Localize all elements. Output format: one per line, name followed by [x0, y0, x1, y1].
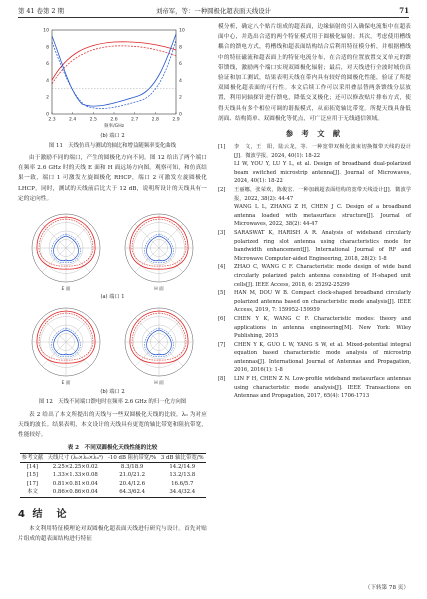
table-header-ref: 参考文献 [20, 453, 45, 463]
table-cell: [17] [26, 480, 38, 487]
table-cell: 0.81×0.81×0.04 [52, 480, 98, 487]
reference-item [218, 160, 411, 186]
reference-text: LIN F H, CHEN Z N. Low-profile wideband metasurface antennas using characteristic mode analysis[J]. IEEE Transactions on Antennas and Propagation, 2017, 65(4): 1706-1713 [234, 376, 411, 400]
reference-number: [6] [218, 315, 226, 322]
table-header-axial: 3 dB 轴比带宽/% [159, 453, 206, 463]
table-2-title: 表 2 不同双圆极化天线性能的比较 [67, 444, 158, 451]
reference-item [218, 143, 411, 160]
comparison-table [20, 453, 206, 498]
figure-12-caption: 图 12 天线不同端口馈电时在频率 2.6 GHz 的归一化方向图 [38, 399, 187, 406]
y-left-tick-5: 10 [43, 28, 49, 34]
x-ticks [52, 112, 176, 114]
reference-number: [4] [218, 264, 226, 271]
section-4-title: 4 结 论 [18, 508, 69, 520]
table-cell: 2.25×2.25×0.02 [52, 463, 98, 470]
table-header-impedance: -10 dB 阻抗带宽/% [106, 453, 159, 463]
y-left-tick-labels [43, 28, 49, 118]
header-rule [18, 17, 409, 18]
polar-port2-h-plane [125, 308, 193, 376]
reference-text: LI W, YOU Y, LU Y L, et al. Design of broadband dual-polarized beam switched microstrip antenna[J]. Journal of Microwaves, 2024, 40(1): 18-22 [234, 161, 411, 185]
y-right-tick-1: 2 [179, 95, 182, 101]
x-tick-4: 2.7 [131, 117, 139, 123]
figure-11-chart [18, 22, 207, 140]
paragraph-far-field: 由于激励不同的端口，产生的圆极化方向不同。图 12 给出了两个端口在频率 2.6 GHz 时的天线 E 面和 H 面远场方向图。观察可知，和仿真结果一致，端口 1 可激发左旋圆极化 RHCP，端口 2 可激发左旋圆极化 LHCP。同时，测试的天线前后比大于 12 dB，说明所设计的天线具有一定的定向性。 [18, 155, 207, 202]
x-tick-0: 2.3 [48, 117, 56, 123]
table-row [20, 488, 206, 497]
reference-text: 李 文，王 阳，陆云龙，等．一种宽带双极化波束切换微带天线的设计[J]．微波学报，2024, 40(1): 18-22 [234, 144, 411, 159]
gain-sim-curve [52, 42, 176, 80]
y-left-tick-2: 4 [46, 78, 49, 84]
table-cell: 13.2/13.8 [169, 472, 196, 479]
running-title: 刘帝军，等：一种圆极化超表面天线设计 [155, 7, 272, 15]
reference-number: [1] [218, 144, 226, 151]
table-cell: 34.4/32.4 [159, 488, 206, 497]
x-tick-6: 2.9 [172, 117, 180, 123]
polar-port1-e-plane [32, 214, 100, 282]
y-right-tick-2: 4 [179, 78, 182, 84]
table-row [20, 472, 206, 480]
journal-issue: 第 41 卷第 2 期 [18, 7, 64, 15]
reference-number: [7] [218, 341, 226, 348]
references-title: 参 考 文 献 [285, 129, 344, 139]
h-plane-label-1: H 面 [154, 287, 164, 293]
x-tick-labels [48, 117, 179, 130]
y-right-tick-5: 10 [179, 28, 185, 34]
figure-12-polar-plots [18, 204, 207, 396]
h-plane-label-2: H 面 [154, 381, 164, 387]
table-cell: 8.3/18.9 [120, 463, 144, 470]
y-left-tick-4: 8 [46, 45, 49, 51]
reference-item [218, 375, 411, 401]
x-tick-1: 2.4 [69, 117, 77, 123]
figure-11-sublabel: (b) 端口 2 [100, 133, 125, 139]
table-cell: 20.4/12.6 [119, 480, 146, 487]
left-column [18, 22, 207, 544]
plot-frame [52, 30, 176, 114]
paragraph-conclusion-start: 本文利用特征模理论对双圆极化超表面天线进行研究与设计。首先对贴片组成的超表面结构进行特征 [18, 525, 207, 542]
x-axis-label: 频率/GHz [103, 124, 125, 129]
reference-item [218, 289, 411, 315]
y-right-tick-0: 0 [179, 112, 182, 118]
x-tick-5: 2.8 [151, 117, 159, 123]
y-right-tick-4: 8 [179, 45, 182, 51]
right-column [218, 22, 411, 401]
y-right-tick-3: 6 [179, 62, 182, 68]
table-row [20, 480, 206, 488]
reference-item [218, 341, 411, 375]
reference-number: [3] [218, 229, 226, 236]
polar-port1-h-plane [125, 214, 193, 282]
polar-pattern-svg [18, 204, 207, 396]
y-left-tick-0: 0 [46, 112, 49, 118]
figure-12-sublabel-b: (b) 端口 2 [100, 389, 125, 396]
table-cell: 16.6/5.7 [171, 480, 194, 487]
e-plane-label-2: E 面 [61, 381, 71, 387]
table-cell: [14] [26, 463, 38, 470]
polar-port2-e-plane [32, 308, 100, 376]
reference-text: ZHAO C, WANG C F. Characteristic mode design of wide band circularly polarized patch antenna consisting of H-shaped unit cells[J]. IEEE Access, 2018, 6: 25292-25299 [234, 264, 411, 288]
table-cell: 14.2/14.9 [169, 463, 196, 470]
reference-number [218, 160, 234, 186]
table-row [20, 463, 206, 472]
table-cell: 本文 [20, 488, 45, 497]
axial-ratio-gain-plot [18, 22, 207, 140]
reference-text: CHEN Y K, WANG C F. Characteristic modes: theory and applications in antenna engineering[M]. New York: Wiley Publishing, 2015 [234, 315, 411, 340]
y-left-tick-3: 6 [46, 62, 49, 68]
table-header-size: 天线尺寸 (λ₀×λ₀×λ₀³) [45, 453, 106, 463]
reference-item [218, 229, 411, 263]
polar-sublabels [100, 292, 124, 395]
reference-text: CHEN Y K, GUO L W, YANG S W, et al. Mixed-potential integral equation based characteristic mode analysis of microstrip antennas[J]. International Journal of Antennas and Propagation, 2016, 2016(1): 1-8 [234, 341, 411, 374]
table-cell: [15] [26, 472, 38, 479]
table-cell: 64.3/62.4 [106, 488, 159, 497]
x-tick-3: 2.6 [110, 117, 118, 123]
reference-text: 王丽娜，张荣欢，陈俊宏．一种加载超表面结构的宽带天线设计[J]．微波学报，2022, 38(2): 44-47 [234, 187, 411, 202]
table-cell: 0.86×0.86×0.04 [45, 488, 106, 497]
reference-item [218, 203, 411, 229]
reference-item [218, 186, 411, 203]
figure-11-caption: 图 11 天线仿真与测试的轴比和增益随频率变化曲线 [48, 143, 177, 149]
reference-text: HAN M, DOU W B. Compact clock-shaped broadband circularly polarized antenna based on characteristic mode analysis[J]. IEEE Access, 2019, 7: 159952-159959 [234, 290, 411, 314]
figure-12-sublabel-a: (a) 端口 1 [100, 294, 125, 301]
continued-note: （下转第 78 页） [364, 585, 409, 591]
reference-item [218, 263, 411, 289]
table-cell: 1.33×1.33×0.08 [52, 472, 98, 479]
reference-number: [5] [218, 290, 226, 297]
paragraph-comparison: 表 2 给出了本文所提出的天线与一些双圆极化天线的比较。λ₀ 为对应天线的波长。结果表明，本文设计的天线具有更宽的轴比带宽和阻抗带宽，性能较好。 [18, 412, 207, 439]
page-number: 71 [399, 6, 409, 15]
reference-number: [8] [218, 376, 226, 383]
table-cell: 21.0/21.2 [119, 472, 146, 479]
reference-text: SARASWAT K, HARISH A R. Analysis of wideband circularly polarized ring slot antenna using characteristics mode for bandwidth enhancement[J]. International Journal of RF and Microwave Computer-aided Engineering, 2018, 28(2): 1-8 [234, 229, 411, 262]
reference-list [218, 143, 411, 401]
reference-number: [2] [218, 187, 226, 193]
reference-number [218, 203, 234, 229]
e-plane-label-1: E 面 [61, 287, 71, 293]
y-right-tick-labels [179, 28, 185, 118]
table-header-row [20, 453, 206, 463]
reference-text: WANG L L, ZHANG Z H, CHEN J C. Design of a broadband antenna loaded with metasurface structure[J]. Journal of Microwaves, 2022, 38(2): 44-47 [234, 204, 411, 228]
x-tick-2: 2.5 [89, 117, 97, 123]
reference-item [218, 315, 411, 341]
y-left-tick-1: 2 [46, 95, 49, 101]
paragraph-conclusion-cont: 模分析，确定八个贴片组成的超表面，边缘辐射的引入确保电流集中在超表面中心，并选出合适的两个特征模式用于圆极化辐射；其次，考虑使用槽线耦合的馈电方式，将槽线和超表面结构结合后利用特征模分析，并根据槽线中的特征磁流和超表面上的特征电流分布，在合适的位置放置交叉单元的馈带馈线，激励两个端口实现双圆极化辐射；最后，对天线进行全波时域仿真验证和加工测试，结果表明天线在带内具有较好的圆极化性能，验证了所提双圆极化超表面的可行性。本文后续工作可以采用叠层替两条馈线分层放置，利用同轴探针进行馈电，降低交叉极化；还可以修改贴片排布方式，使得天线具有多个相位可调的谐振模式，从而拓宽轴比带宽。所提天线具备低剖面、结构简单、双圆极化等优点，可广泛应用于无线通信领域。 [218, 24, 411, 122]
